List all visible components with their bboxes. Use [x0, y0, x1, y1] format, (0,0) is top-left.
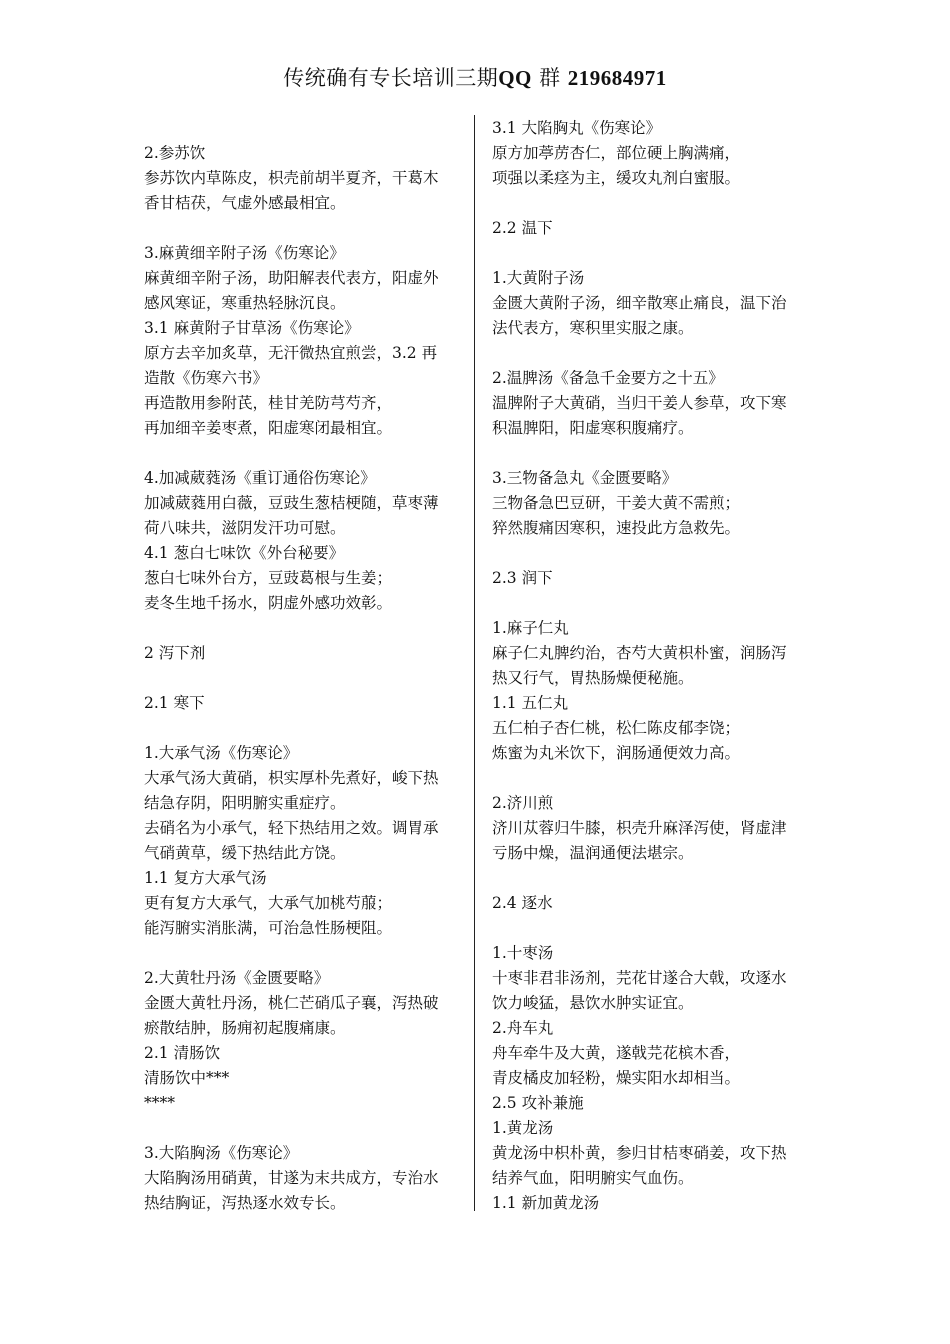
header-qq-label: QQ — [498, 66, 532, 90]
text-line: 大陷胸汤用硝黄，甘遂为末共成方，专治水 — [144, 1169, 439, 1187]
text-line: 麻黄细辛附子汤，助阳解表代表方，阳虚外 — [144, 269, 439, 287]
text-line — [144, 716, 466, 741]
text-line: 4.加减葳蕤汤《重订通俗伤寒论》 — [144, 469, 376, 487]
text-line: 2.大黄牡丹汤《金匮要略》 — [144, 969, 330, 987]
text-line — [492, 241, 814, 266]
text-line: **** — [144, 1094, 175, 1112]
text-line: 原方加葶苈杏仁，部位硬上胸满痛， — [492, 144, 741, 162]
text-line — [492, 766, 814, 791]
column-divider — [474, 115, 475, 1211]
text-line: 感风寒证，寒重热轻脉沉良。 — [144, 294, 346, 312]
text-line: 舟车牵牛及大黄，遂戟芫花槟木香， — [492, 1044, 741, 1062]
text-line: 2.1 清肠饮 — [144, 1044, 221, 1062]
text-line — [492, 866, 814, 891]
text-line: 香甘桔茯，气虚外感最相宜。 — [144, 194, 346, 212]
text-line: 2.舟车丸 — [492, 1019, 554, 1037]
text-line: 4.1 葱白七味饮《外台秘要》 — [144, 544, 345, 562]
text-line: 2.参苏饮 — [144, 144, 206, 162]
text-line: 热又行气，胃热肠燥便秘施。 — [492, 669, 694, 687]
text-line: 十枣非君非汤剂，芫花甘遂合大戟，攻逐水 — [492, 969, 787, 987]
text-line: 金匮大黄附子汤，细辛散寒止痛良，温下治 — [492, 294, 787, 312]
page-header — [0, 62, 950, 92]
text-line: 猝然腹痛因寒积，速投此方急救先。 — [492, 519, 741, 537]
text-line: 热结胸证，泻热逐水效专长。 — [144, 1194, 346, 1212]
text-line — [492, 591, 814, 616]
text-line: 能泻腑实消胀满，可治急性肠梗阻。 — [144, 919, 393, 937]
text-line: 3.1 麻黄附子甘草汤《伤寒论》 — [144, 319, 360, 337]
header-qq-number: 219684971 — [567, 66, 667, 90]
text-line: 大承气汤大黄硝，枳实厚朴先煮好，峻下热 — [144, 769, 439, 787]
text-line: 1.1 复方大承气汤 — [144, 869, 267, 887]
text-line: 1.大承气汤《伤寒论》 — [144, 744, 299, 762]
text-line: 炼蜜为丸米饮下，润肠通便效力高。 — [492, 744, 741, 762]
text-line: 1.1 新加黄龙汤 — [492, 1194, 600, 1212]
text-line: 参苏饮内草陈皮，枳壳前胡半夏齐，干葛木 — [144, 169, 439, 187]
text-line: 荷八味共，滋阴发汗功可慰。 — [144, 519, 346, 537]
text-line: 2.4 逐水 — [492, 894, 553, 912]
text-line: 2.3 润下 — [492, 569, 553, 587]
text-line: 3.三物备急丸《金匮要略》 — [492, 469, 678, 487]
text-line — [144, 1116, 466, 1141]
text-line: 2.5 攻补兼施 — [492, 1094, 584, 1112]
text-line: 造散《伤寒六书》 — [144, 369, 269, 387]
text-line: 去硝名为小承气，轻下热结用之效。调胃承 — [144, 819, 439, 837]
text-line: 1.麻子仁丸 — [492, 619, 569, 637]
text-line: 1.黄龙汤 — [492, 1119, 554, 1137]
text-line: 加减葳蕤用白薇，豆豉生葱桔梗随，草枣薄 — [144, 494, 439, 512]
text-line: 1.1 五仁丸 — [492, 694, 569, 712]
text-line: 法代表方，寒积里实服之康。 — [492, 319, 694, 337]
text-line: 麦冬生地千扬水，阴虚外感功效彰。 — [144, 594, 393, 612]
text-line — [144, 216, 466, 241]
text-line: 青皮橘皮加轻粉，燥实阳水却相当。 — [492, 1069, 741, 1087]
text-line — [492, 441, 814, 466]
text-line: 金匮大黄牡丹汤，桃仁芒硝瓜子襄，泻热破 — [144, 994, 439, 1012]
text-line: 黄龙汤中枳朴黄，参归甘桔枣硝姜，攻下热 — [492, 1144, 787, 1162]
text-line: 积温脾阳，阳虚寒积腹痛疗。 — [492, 419, 694, 437]
text-line: 结养气血，阳明腑实气血伤。 — [492, 1169, 694, 1187]
text-line: 1.大黄附子汤 — [492, 269, 585, 287]
header-title: 传统确有专长培训三期 — [283, 66, 499, 90]
text-line — [492, 341, 814, 366]
text-line: 麻子仁丸脾约治，杏芍大黄枳朴蜜，润肠泻 — [492, 644, 787, 662]
text-line: 2.温脾汤《备急千金要方之十五》 — [492, 369, 724, 387]
text-line — [144, 941, 466, 966]
text-line: 五仁柏子杏仁桃，松仁陈皮郁李饶； — [492, 719, 741, 737]
text-line: 2 泻下剂 — [144, 644, 206, 662]
text-line: 2.济川煎 — [492, 794, 554, 812]
text-line — [492, 541, 814, 566]
text-line: 三物备急巴豆研，干姜大黄不需煎； — [492, 494, 741, 512]
text-line: 温脾附子大黄硝，当归干姜人参草，攻下寒 — [492, 394, 787, 412]
text-line: 3.麻黄细辛附子汤《伤寒论》 — [144, 244, 345, 262]
text-line — [144, 616, 466, 641]
text-line: 再加细辛姜枣煮，阳虚寒闭最相宜。 — [144, 419, 393, 437]
text-line: 济川苁蓉归牛膝，枳壳升麻泽泻使，肾虚津 — [492, 819, 787, 837]
text-line: 再造散用参附芪，桂甘羌防芎芍齐， — [144, 394, 393, 412]
text-line: 气硝黄草，缓下热结此方饶。 — [144, 844, 346, 862]
text-line — [144, 666, 466, 691]
text-line: 2.1 寒下 — [144, 694, 205, 712]
header-group-label: 群 — [539, 66, 561, 90]
text-line: 更有复方大承气，大承气加桃芍菔； — [144, 894, 393, 912]
text-line: 清肠饮中*** — [144, 1069, 230, 1087]
text-line: 2.2 温下 — [492, 219, 553, 237]
text-line: 结急存阴，阳明腑实重症疗。 — [144, 794, 346, 812]
text-line — [492, 916, 814, 941]
text-line: 饮力峻猛，悬饮水肿实证宜。 — [492, 994, 694, 1012]
text-line: 1.十枣汤 — [492, 944, 554, 962]
text-line: 3.1 大陷胸丸《伤寒论》 — [492, 119, 662, 137]
text-line: 葱白七味外台方，豆豉葛根与生姜； — [144, 569, 393, 587]
text-line: 原方去辛加炙草，无汗微热宜煎尝，3.2 再 — [144, 344, 438, 362]
text-line: 亏肠中燥，温润通便法堪宗。 — [492, 844, 694, 862]
left-text-column — [144, 141, 466, 1216]
text-line: 3.大陷胸汤《伤寒论》 — [144, 1144, 299, 1162]
text-line — [492, 191, 814, 216]
text-line: 项强以柔痉为主，缓攻丸剂白蜜服。 — [492, 169, 741, 187]
text-line: 瘀散结肿，肠痈初起腹痛康。 — [144, 1019, 346, 1037]
right-text-column — [492, 116, 814, 1216]
text-line — [144, 441, 466, 466]
